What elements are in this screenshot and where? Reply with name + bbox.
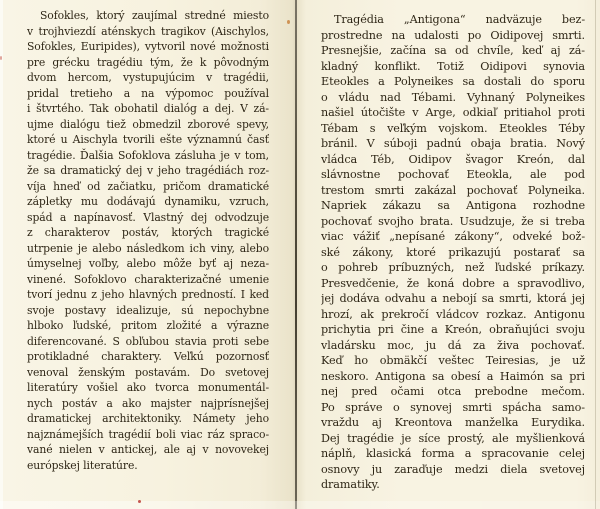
text-line: o pohreb príbuzných, než ľudské príkazy.	[321, 261, 585, 274]
page-left	[0, 0, 295, 509]
text-line: hlboko ľudské, pritom zložité a výrazne	[27, 319, 269, 332]
page-right	[297, 0, 600, 509]
text-line: Keď ho obmäkčí veštec Teiresias, je už	[321, 354, 585, 367]
text-line: vinené. Sofoklovo charakterizačné umenie	[27, 272, 269, 286]
text-line: zápletky mu dodávajú dynamiku, vzruch,	[27, 195, 269, 208]
text-line: viac vážiť „nepísané zákony“, odveké bož-	[321, 230, 585, 243]
text-line: úmyselnej voľby, alebo môže byť aj neza-	[27, 257, 269, 270]
text-line: vané nielen v antickej, ale aj v novovekej	[27, 443, 269, 456]
text-line: o vládu nad Tébami. Vyhnaný Polyneikes	[321, 90, 585, 104]
text-line: bránil. V súboji padnú obaja bratia. Nový	[321, 137, 585, 150]
text-line: Napriek zákazu sa Antigona rozhodne	[321, 199, 585, 212]
text-line: dramatiky.	[321, 478, 380, 491]
page-right-text	[321, 12, 585, 493]
text-line: pridal tretieho a na výpomoc používal	[27, 86, 269, 100]
text-line: Eteokles a Polyneikes sa dostali do sporu	[321, 75, 585, 88]
text-line: utrpenie je alebo následkom ich viny, alebo	[27, 241, 269, 255]
text-line: i štvrtého. Tak obohatil dialóg a dej. V zá-	[27, 102, 269, 115]
paper-speck	[287, 20, 290, 24]
page-crease-right	[595, 0, 596, 509]
text-line: osnovy ju zaraďuje medzi diela svetovej	[321, 462, 585, 476]
text-line: Sofokles, Euripides), vytvoril nové možnosti	[27, 40, 269, 53]
text-line: ujme dialógu tiež obmedzil zborové spevy,	[27, 117, 269, 131]
paper-speck	[0, 56, 2, 60]
text-line: jej dodáva odvahu a nebojí sa smrti, ktorá jej	[321, 292, 585, 305]
text-line: prichytia pri čine a Kreón, obraňujúci svoju	[321, 323, 585, 336]
text-line: ktoré u Aischyla tvorili ešte významnú časť	[27, 133, 269, 146]
text-line: v trojhviezdí aténskych tragikov (Aischylos,	[27, 24, 269, 38]
text-line: venoval ženským postavám. Do svetovej	[27, 365, 269, 379]
text-line: spád a napínavosť. Vlastný dej odvodzuje	[27, 210, 269, 224]
text-line: diferencované. S obľubou stavia proti sebe	[27, 334, 269, 348]
text-line: dvom hercom, vystupujúcim v tragédii,	[27, 71, 269, 84]
text-line: literatúry vošiel ako tvorca monumentál-	[27, 381, 269, 394]
text-line: vladársku moc, ju dá za živa pochovať.	[321, 338, 585, 352]
text-line: Sofokles, ktorý zaujímal stredné miesto	[40, 9, 269, 22]
text-line: vraždu aj Kreontova manželka Eurydika.	[321, 416, 585, 429]
text-line: nej pred očami otca prebodne mečom.	[321, 385, 585, 398]
text-line: svoje postavy idealizuje, sú nepochybne	[27, 303, 269, 317]
text-line: najznámejších tragédií boli viac ráz spraco-	[27, 427, 269, 441]
text-line: nych postáv a ako majster najprísnejšej	[27, 396, 269, 410]
text-line: Tébam s veľkým vojskom. Eteokles Téby	[321, 121, 585, 135]
text-line: trestom smrti zakázal pochovať Polyneika.	[321, 183, 585, 197]
text-line: ské zákony, ktoré prikazujú postarať sa	[321, 245, 585, 259]
text-line: prostredne na udalosti po Oidipovej smrti.	[321, 28, 585, 42]
text-line: protikladné charaktery. Veľkú pozornosť	[27, 350, 269, 363]
text-line: tragédie. Ďalšia Sofoklova zásluha je v tom,	[27, 148, 269, 162]
text-line: Po správe o synovej smrti spácha samo-	[321, 400, 585, 414]
text-line: slávnostne pochovať Eteokla, ale pod	[321, 168, 585, 181]
text-line: Tragédia „Antigona“ nadväzuje bez-	[334, 13, 585, 26]
text-line: európskej literatúre.	[27, 458, 138, 472]
text-line: Dej tragédie je síce prostý, ale myšlienková	[321, 431, 585, 445]
scan-edge-left	[0, 0, 3, 509]
text-line: vládca Téb, Oidipov švagor Kreón, dal	[321, 152, 585, 166]
text-line: neskoro. Antigona sa obesí a Haimón sa pri	[321, 369, 585, 383]
text-line: kladný konflikt. Totiž Oidipovi synovia	[321, 59, 585, 73]
text-line: našiel útočište v Arge, odkiaľ pritiahol proti	[321, 106, 585, 119]
text-line: Presnejšie, začína sa od chvíle, keď aj zá-	[321, 44, 585, 57]
text-line: pre grécku tragédiu tým, že k pôvodným	[27, 55, 269, 69]
text-line: že sa dramatický dej v jeho tragédiách roz-	[27, 164, 269, 177]
text-line: tvorí jednu z jeho hlavných predností. I keď	[27, 288, 269, 301]
text-line: hrozí, ak prekročí vládcov rozkaz. Antigonu	[321, 307, 585, 321]
text-line: z charakterov postáv, ktorých tragické	[27, 226, 269, 239]
text-line: Presvedčenie, že koná dobre a spravodlivo,	[321, 276, 585, 290]
text-line: pochovať svojho brata. Usudzuje, že si treba	[321, 214, 585, 228]
page-left-text	[27, 8, 269, 473]
text-line: náplň, klasická forma a spracovanie celej	[321, 447, 585, 460]
text-line: víja hneď od začiatku, pričom dramatické	[27, 179, 269, 193]
paper-speck	[138, 500, 141, 503]
text-line: dramatickej architektoniky. Námety jeho	[27, 412, 269, 425]
scan-edge-bottom	[0, 501, 600, 509]
